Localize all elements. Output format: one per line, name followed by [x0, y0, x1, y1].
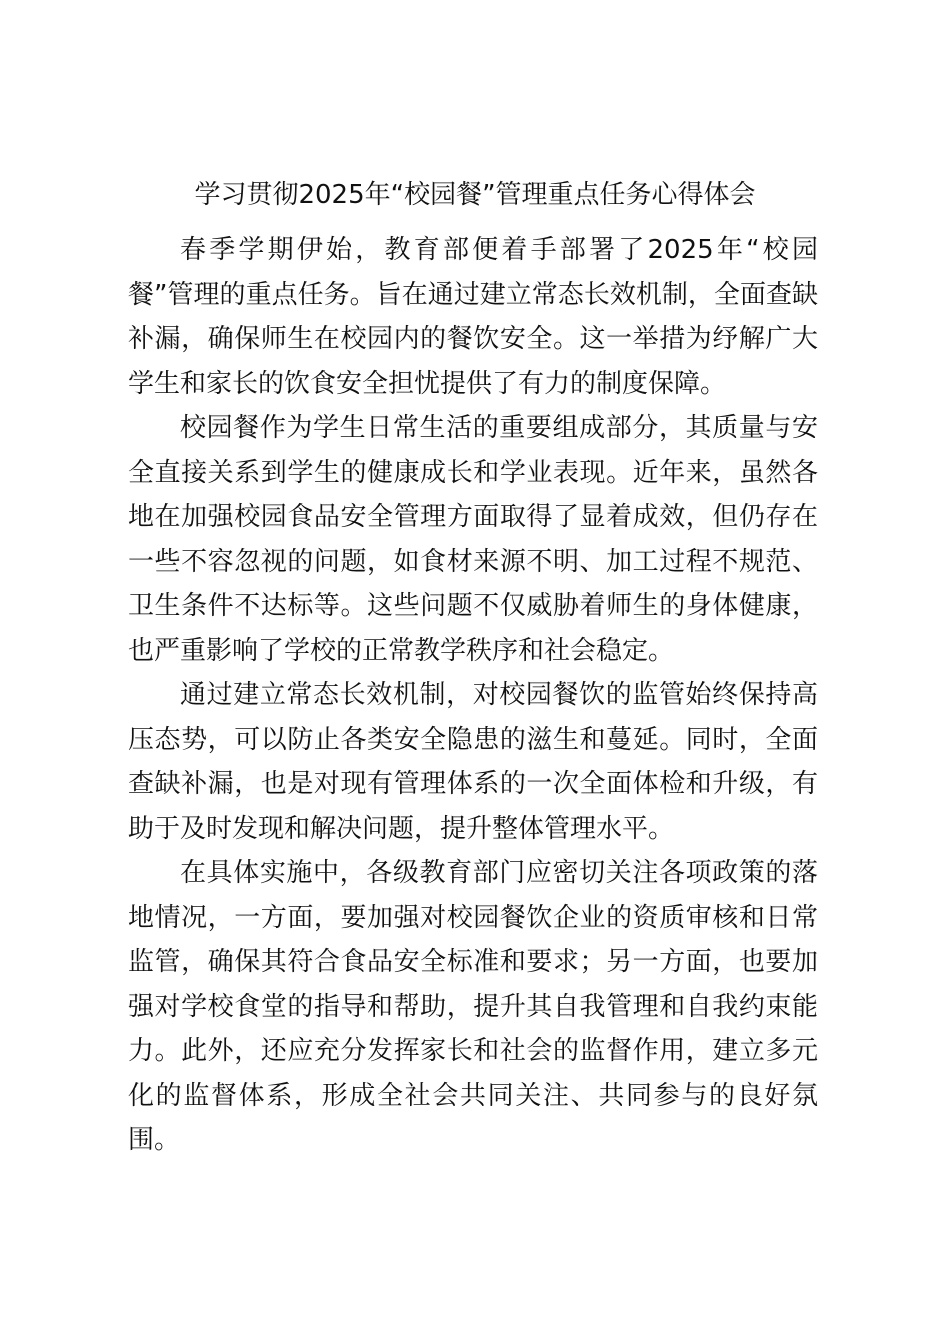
paragraph-1: 春季学期伊始，教育部便着手部署了2025年“校园餐”管理的重点任务。旨在通过建立常态长效机制，全面查缺补漏，确保师生在校园内的餐饮安全。这一举措为纾解广大学生和家长的饮食安全担忧提供了有力的制度保障。: [128, 235, 818, 399]
document-title: 学习贯彻2025年“校园餐”管理重点任务心得体会: [194, 180, 756, 210]
paragraph-4: 在具体实施中，各级教育部门应密切关注各项政策的落地情况，一方面，要加强对校园餐饮企业的资质审核和日常监管，确保其符合食品安全标准和要求；另一方面，也要加强对学校食堂的指导和帮助，提升其自我管理和自我约束能力。此外，还应充分发挥家长和社会的监督作用，建立多元化的监督体系，形成全社会共同关注、共同参与的良好氛围。: [128, 858, 818, 1155]
paragraph-2: 校园餐作为学生日常生活的重要组成部分，其质量与安全直接关系到学生的健康成长和学业表现。近年来，虽然各地在加强校园食品安全管理方面取得了显着成效，但仍存在一些不容忽视的问题，如食材来源不明、加工过程不规范、卫生条件不达标等。这些问题不仅威胁着师生的身体健康，也严重影响了学校的正常教学秩序和社会稳定。: [128, 413, 818, 666]
paragraph-3: 通过建立常态长效机制，对校园餐饮的监管始终保持高压态势，可以防止各类安全隐患的滋生和蔓延。同时，全面查缺补漏，也是对现有管理体系的一次全面体检和升级，有助于及时发现和解决问题，提升整体管理水平。: [128, 680, 818, 844]
document-body: [128, 228, 818, 1163]
